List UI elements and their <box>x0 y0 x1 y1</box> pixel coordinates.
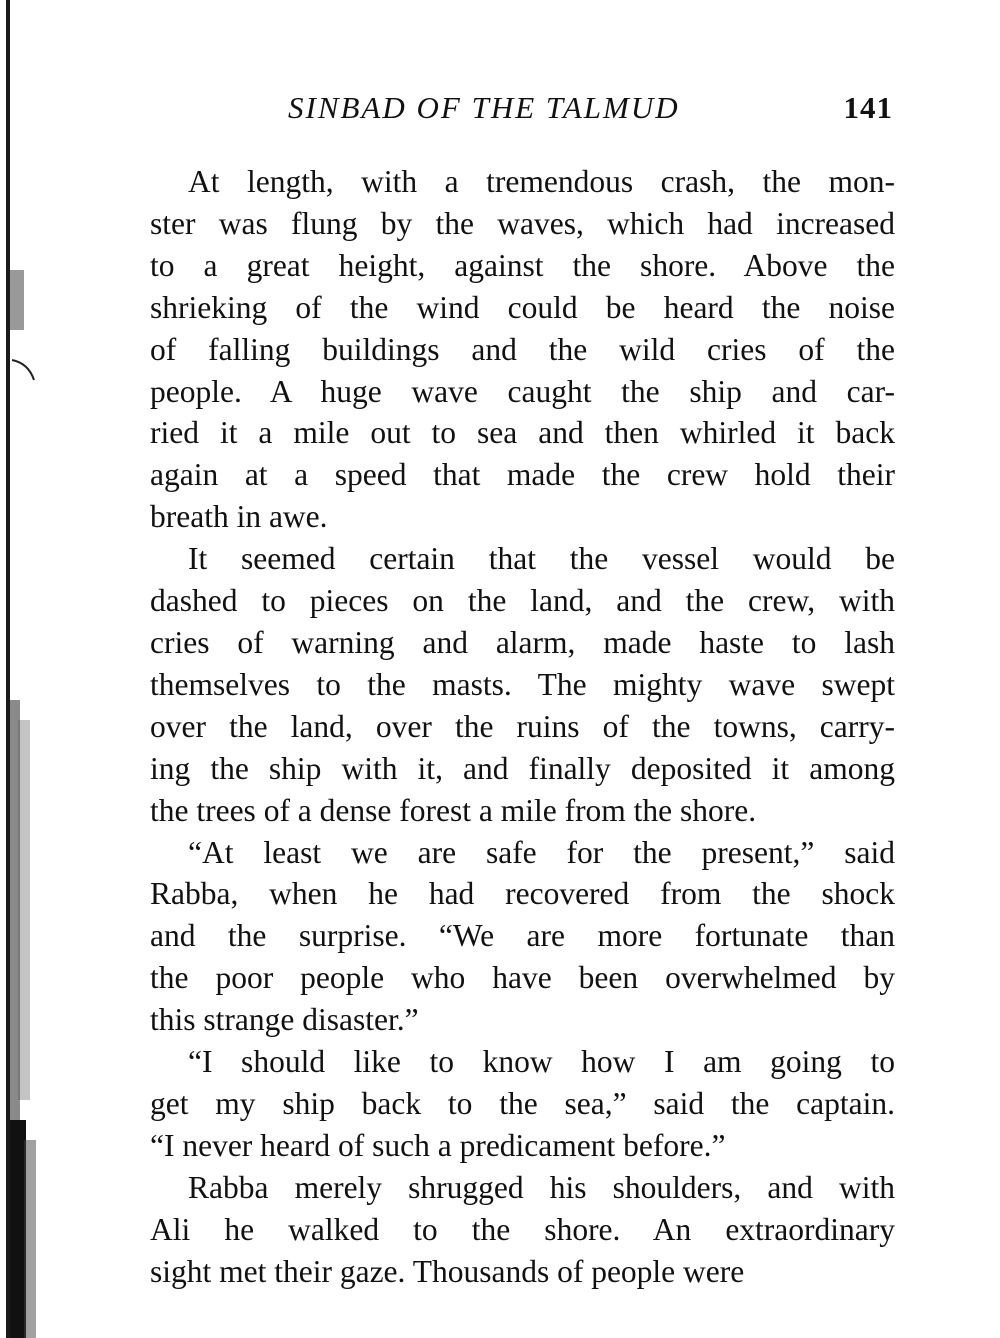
page-header <box>150 88 895 128</box>
text-line: again at a speed that made the crew hold their <box>150 457 895 493</box>
running-title: SINBAD OF THE TALMUD <box>288 90 680 125</box>
text-line: It seemed certain that the vessel would be <box>188 541 895 577</box>
text-line: and the surprise. “We are more fortunate than <box>150 918 895 954</box>
text-line: themselves to the masts. The mighty wave swept <box>150 666 895 702</box>
binding-shadow <box>0 0 48 1338</box>
text-line: the trees of a dense forest a mile from the shore. <box>150 792 757 828</box>
body-text <box>150 161 895 1292</box>
text-line: get my ship back to the sea,” said the captain. <box>150 1085 895 1121</box>
text-line: “I should like to know how I am going to <box>188 1044 895 1080</box>
text-line: breath in awe. <box>150 499 328 535</box>
text-line: of falling buildings and the wild cries of the <box>150 331 895 367</box>
text-line: dashed to pieces on the land, and the crew, with <box>150 583 895 619</box>
text-line: over the land, over the ruins of the towns, carry- <box>150 708 895 744</box>
text-line: sight met their gaze. Thousands of people were <box>150 1253 745 1289</box>
text-line: the poor people who have been overwhelmed by <box>150 960 895 996</box>
text-line: “I never heard of such a predicament before.” <box>150 1127 726 1163</box>
text-line: Ali he walked to the shore. An extraordinary <box>150 1211 895 1247</box>
paragraph <box>150 1167 895 1293</box>
paragraph <box>150 832 895 1042</box>
text-line: ing the ship with it, and finally deposited it among <box>150 750 895 786</box>
text-line: ried it a mile out to sea and then whirled it back <box>150 415 895 451</box>
text-line: “At least we are safe for the present,” said <box>188 834 895 870</box>
paragraph <box>150 1041 895 1167</box>
paragraph <box>150 538 895 831</box>
text-line: this strange disaster.” <box>150 1002 419 1038</box>
page-number: 141 <box>843 90 893 125</box>
text-line: shrieking of the wind could be heard the noise <box>150 289 895 325</box>
text-line: ster was flung by the waves, which had increased <box>150 205 895 241</box>
text-line: cries of warning and alarm, made haste to lash <box>150 624 895 660</box>
text-line: to a great height, against the shore. Above the <box>150 247 895 283</box>
text-line: At length, with a tremendous crash, the mon- <box>188 164 895 199</box>
text-line: people. A huge wave caught the ship and car- <box>150 373 895 409</box>
text-line: Rabba, when he had recovered from the shock <box>150 876 895 912</box>
text-line: Rabba merely shrugged his shoulders, and with <box>188 1169 895 1205</box>
paragraph <box>150 161 895 538</box>
